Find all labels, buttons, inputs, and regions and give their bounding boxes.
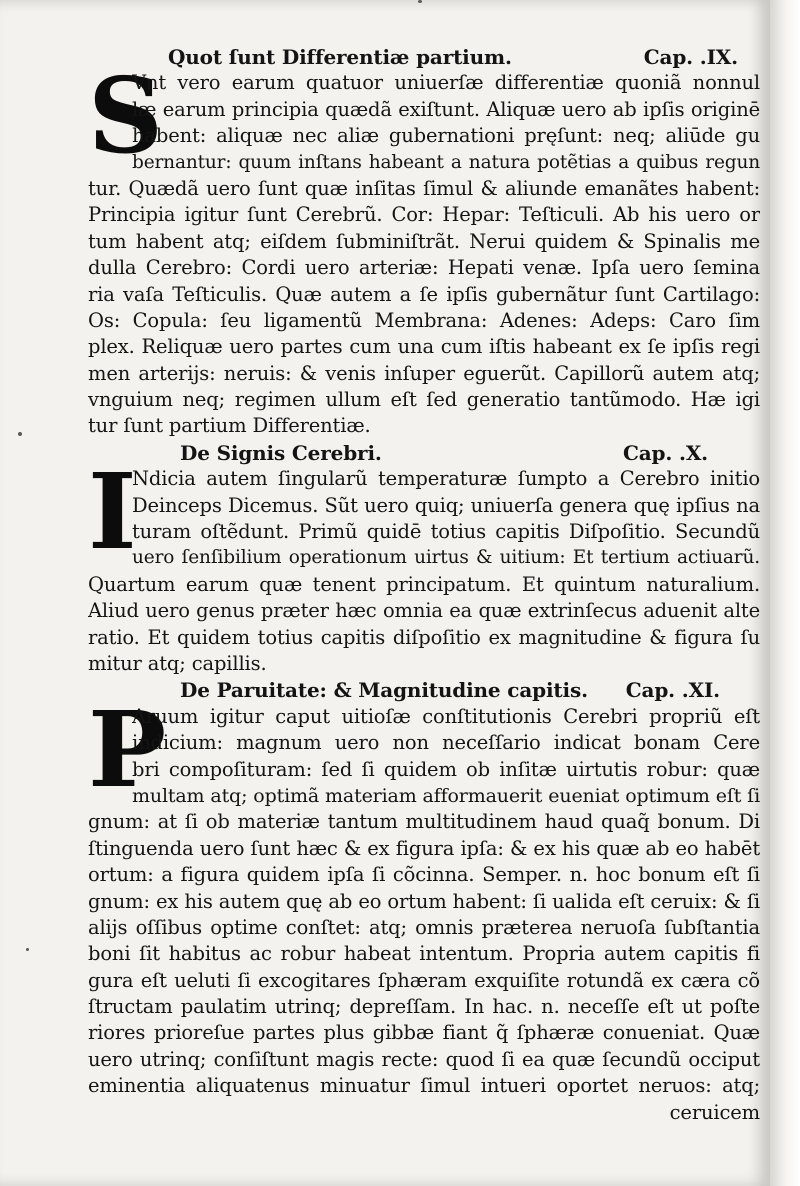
drop-capital: I <box>88 450 137 574</box>
text-line: riores prioreſue partes plus gibbæ fiant q̃ ſphæræ conueniat. Quæ <box>88 1021 760 1045</box>
chapter-number: Cap. .XI. <box>625 678 720 703</box>
text-line: tum habent atq; eiſdem ſubminiſtrãt. Nerui quidem & Spinalis me <box>88 229 760 253</box>
chapter-heading <box>88 440 760 466</box>
text-line: boni ſit habitus ac robur habeat intentum. Propria autem capitis fi <box>88 942 760 966</box>
text-line: ſtinguenda uero ſunt hæc & ex figura ipſa: & ex his quæ ab eo habēt <box>88 836 760 860</box>
text-line: ria vaſa Teſticulis. Quæ autem a ſe ipſis gubernãtur ſunt Cartilago: <box>88 282 760 306</box>
text-line: bernantur: quum inſtans habeant a natura potẽtias a quibus regun <box>132 151 760 173</box>
ink-speck <box>26 948 29 951</box>
text-line: eminentia aliquatenus minuatur ſimul intueri oportet neruos: atq; <box>88 1074 760 1098</box>
text-line: Quartum earum quæ tenent principatum. Et quintum naturalium. <box>88 572 760 596</box>
text-line: Aliud uero genus præter hæc omnia ea quæ extrinſecus aduenit alte <box>88 599 760 623</box>
text-line: Deinceps Dicemus. Sũt uero quiq; uniuerſa genera quę ipſius na <box>132 493 760 517</box>
text-line: uero utrinq; conſiſtunt magis recte: quod ſi ea quæ ſecundũ occiput <box>88 1047 760 1071</box>
text-line: indicium: magnum uero non neceſſario indicat bonam Cere <box>132 731 760 755</box>
text-line: dulla Cerebro: Cordi uero arteriæ: Hepati venæ. Ipſa uero ſemina <box>88 256 760 280</box>
chapter-title: De Signis Cerebri. <box>180 440 382 465</box>
drop-capital: P <box>88 687 167 811</box>
drop-capital: S <box>88 54 163 178</box>
text-line: multam atq; optimã materiam afformauerit eueniat optimum eſt ſi <box>132 784 760 807</box>
ink-speck <box>418 0 422 3</box>
text-line: vnguium neq; regimen ullum eſt ſed generatio tantũmodo. Hæ igi <box>88 388 760 412</box>
text-line: habent: aliquæ nec aliæ gubernationi pręſunt: neq; aliūde gu <box>132 124 760 148</box>
text-line: ortum: a figura quidem ipſa ſi cõcinna. Semper. n. hoc bonum eſt ſi <box>88 863 760 887</box>
page-edge <box>770 0 800 1186</box>
catchword: ceruicem <box>669 1100 760 1124</box>
text-line: Vnt vero earum quatuor uniuerſæ differentiæ quoniã nonnul <box>132 71 760 95</box>
text-line: uero ſenſibilium operationum uirtus & uitium: Et tertium actiuarũ. <box>132 547 760 569</box>
text-line: gnum: ex his autem quę ab eo ortum habent: ſi ualida eſt ceruix: & ſi <box>88 889 760 913</box>
chapter-title: Quot ſunt Differentiæ partium. <box>168 45 512 69</box>
text-line: alijs oſſibus optime conſtet: atq; omnis præterea neruoſa ſubſtantia <box>88 915 760 939</box>
text-line: Os: Copula: ſeu ligamentũ Membrana: Adenes: Adeps: Caro ſim <box>88 308 760 332</box>
chapter-title: De Paruitate: & Magnitudine capitis. <box>180 678 588 703</box>
text-line: bri compoſituram: ſed ſi quidem ob inſitæ uirtutis robur: quæ <box>132 757 760 781</box>
text-line: turam oſtẽdunt. Primũ quidē totius capitis Diſpoſitio. Secundũ <box>132 520 760 544</box>
chapter-heading <box>88 677 760 703</box>
text-line: Ndicia autem ſingularũ temperaturæ ſumpto a Cerebro initio <box>132 467 760 491</box>
text-line: plex. Reliquæ uero partes cum una cum iſtis habeant ex ſe ipſis regi <box>88 335 760 359</box>
chapter-number: Cap. .IX. <box>643 45 738 69</box>
text-line: ſtructam paulatim utrinq; depreſſam. In hac. n. neceſſe eſt ut poſte <box>88 995 760 1019</box>
text-line: gura eſt ueluti ſi excogitares ſphæram exquiſite rotundã ex cæra cõ <box>88 968 760 992</box>
text-line: Principia igitur ſunt Cerebrũ. Cor: Hepar: Teſticuli. Ab his uero or <box>88 203 760 227</box>
text-line: men arterijs: neruis: & venis inſuper eguerũt. Capillorũ autem atq; <box>88 361 760 385</box>
ink-speck <box>18 432 22 436</box>
page-text <box>88 44 760 1126</box>
chapter-number: Cap. .X. <box>622 440 708 465</box>
text-line: ratio. Et quidem totius capitis diſpoſitio ex magnitudine & figura ſu <box>88 625 760 649</box>
text-line: læ earum principia quædã exiſtunt. Aliquæ uero ab ipſis originē <box>132 97 760 121</box>
chapter-heading <box>88 44 760 70</box>
text-line: tur ſunt partium Differentiæ. <box>88 414 371 438</box>
text-line: tur. Quædã uero ſunt quæ inſitas ſimul & aliunde emanãtes habent: <box>88 176 760 200</box>
text-line: mitur atq; capillis. <box>88 651 267 675</box>
text-line: gnum: at ſi ob materiæ tantum multitudinem haud quaq̃ bonum. Di <box>88 810 760 834</box>
text-line: Aruum igitur caput uitioſæ conſtitutionis Cerebri propriũ eſt <box>132 704 760 728</box>
